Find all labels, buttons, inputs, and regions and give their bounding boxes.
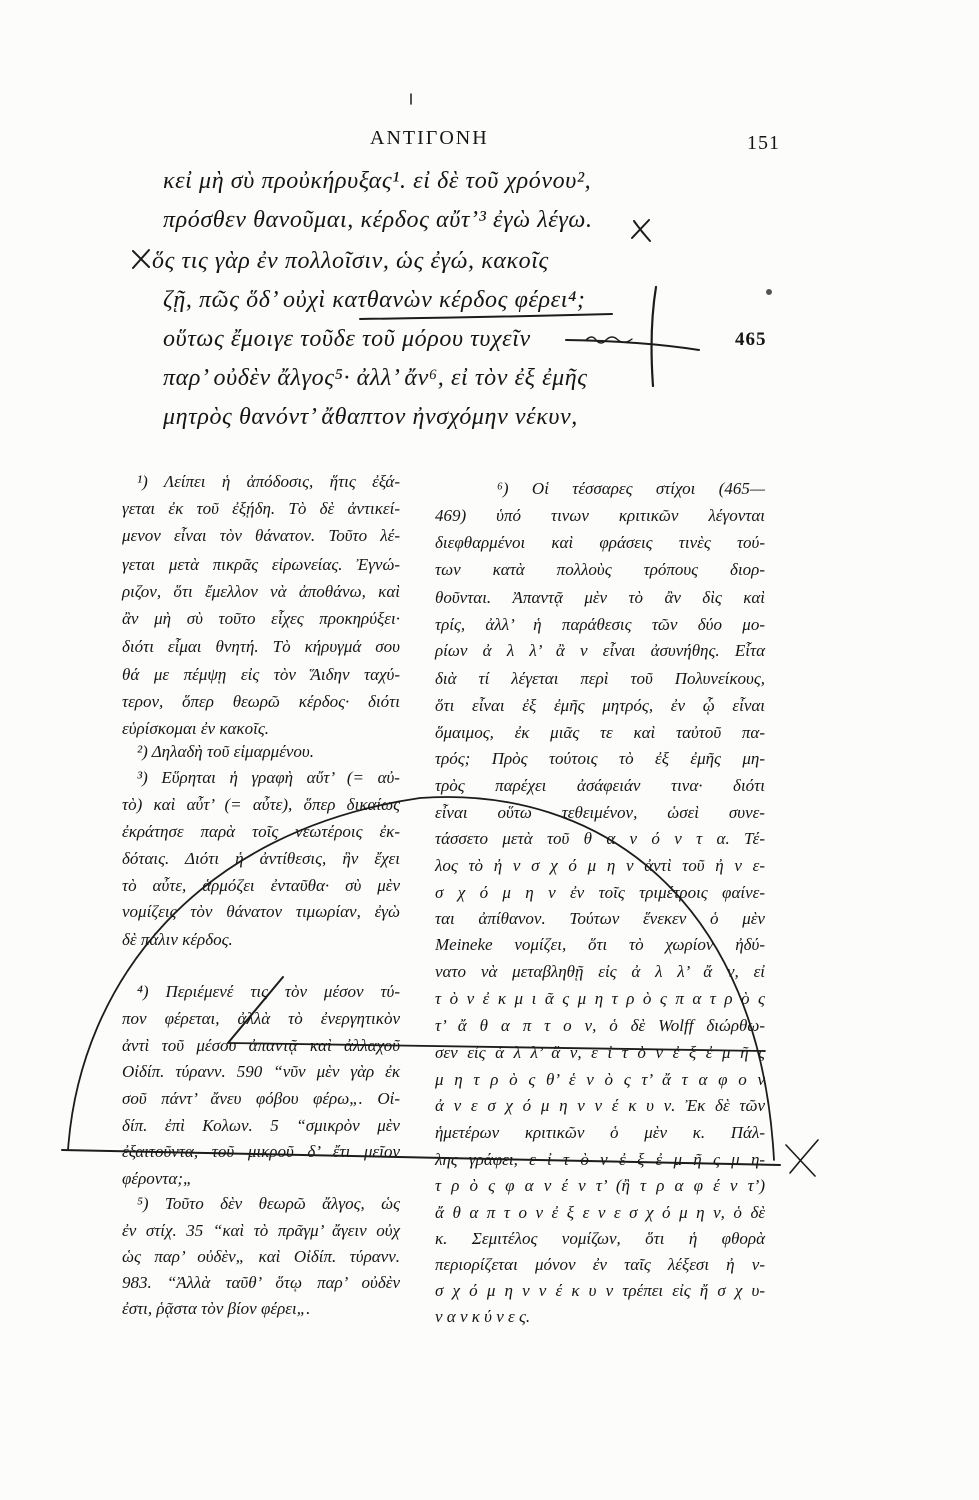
footnote-line: διὰ τί λέγεται περὶ τοῦ Πολυνείκους, xyxy=(435,669,766,688)
footnote-line: ται ἀπίθανον. Τούτων ἕνεκεν ὁ μὲν xyxy=(435,909,765,928)
footnote-line: ρίων ἀ λ λ’ ἂ ν εἶναι ἀσυνήθης. Εἶτα xyxy=(435,641,765,660)
footnote-line: εἶναι οὕτω τεθειμένον, ὡσεὶ συνε- xyxy=(435,803,765,822)
footnote-line: ⁵) Τοῦτο δὲν θεωρῶ ἄλγος, ὡς xyxy=(137,1194,401,1213)
footnote-line: ἐκράτησε παρὰ τοῖς νεωτέροις ἐκ- xyxy=(122,822,400,841)
footnote-line: δίπ. ἐπὶ Κολων. 5 “σμικρὸν μὲν xyxy=(122,1116,400,1135)
footnote-line: εὑρίσκομαι ἐν κακοῖς. xyxy=(122,719,269,738)
footnote-line: ²) Δηλαδὴ τοῦ εἱμαρμένου. xyxy=(137,742,314,761)
ink-dot xyxy=(766,289,772,295)
footnote-line: δὲ πάλιν κέρδος. xyxy=(122,930,233,949)
footnote-line: σ χ ό μ η ν ἐν τοῖς τριμέτροις φαίνε- xyxy=(435,883,765,902)
ink-underline xyxy=(360,314,612,319)
footnote-line: κ. Σεμιτέλος νομίζων, ὅτι ἡ φθορὰ xyxy=(435,1229,766,1248)
footnote-line: ἄ θ α π τ ο ν ἐ ξ ε ν ε σ χ ό μ η ν, ὁ δὲ xyxy=(435,1203,766,1222)
footnote-line: τ ρ ὸ ς φ α ν έ ν τ’ (ἢ τ ρ α φ έ ν τ’) xyxy=(435,1176,765,1195)
verse-line-number: 465 xyxy=(735,329,767,350)
footnote-line: ὡς παρ’ οὐδὲν„ καὶ Οἰδίπ. τύρανν. xyxy=(122,1247,400,1266)
footnote-line: φέροντα;„ xyxy=(122,1169,193,1188)
footnote-line: λης γράφει, ε ἰ τ ὸ ν ἐ ξ ἐ μ ῆ ς μ η- xyxy=(435,1150,766,1169)
footnote-line: τερον, ὅπερ θεωρῶ κέρδος· διότι xyxy=(122,692,400,711)
footnote-line: ⁴) Περιέμενέ τις τὸν μέσον τύ- xyxy=(137,982,400,1001)
footnote-line: ν α ν κ ύ ν ε ς. xyxy=(435,1307,531,1326)
verse-line: κεἰ μὴ σὺ προὐκήρυξας¹. εἰ δὲ τοῦ χρόνου², xyxy=(163,168,592,194)
footnote-line: νομίζεις τὸν θάνατον τιμωρίαν, ἐγὼ xyxy=(122,902,401,921)
footnote-line: ἐξαιτοῦντα, τοῦ μικροῦ δ’ ἔτι μεῖον xyxy=(122,1142,401,1161)
footnote-line: γεται ἐκ τοῦ ἐξῄδη. Τὸ δὲ ἀντικεί- xyxy=(122,499,401,518)
footnote-line: ἡμετέρων κριτικῶν ὁ μὲν κ. Πάλ- xyxy=(435,1123,765,1142)
verse-line: οὕτως ἔμοιγε τοῦδε τοῦ μόρου τυχεῖν xyxy=(163,326,531,352)
footnote-line: σεν εἰς ἀ λ λ’ ἄ ν, ε ἰ τ ὸ ν ἐ ξ ἐ μ ῆ ς xyxy=(435,1043,766,1062)
verse-line: ὅς τις γὰρ ἐν πολλοῖσιν, ὡς ἐγώ, κακοῖς xyxy=(152,248,549,274)
footnote-line: νατο νὰ μεταβληθῇ εἰς ἀ λ λ’ ἄ ν, εἰ xyxy=(435,962,765,981)
footnote-line: τὸ αὖτε, ἁρμόζει ἐνταῦθα· σὺ μὲν xyxy=(122,876,401,895)
footnote-line: ¹) Λείπει ἡ ἀπόδοσις, ἥτις ἐξά- xyxy=(137,472,400,491)
footnote-line: ἂν μὴ σὺ τοῦτο εἶχες προκηρύξει· xyxy=(122,609,400,628)
footnote-line: Meineke νομίζει, ὅτι τὸ χωρίον ἠδύ- xyxy=(435,935,766,954)
ink-cross-mark xyxy=(133,250,149,268)
footnote-line: δόταις. Διότι ἡ ἀντίθεσις, ἣν ἔχει xyxy=(122,849,400,868)
footnote-line: γεται μετὰ πικρᾶς εἰρωνείας. Ἐγνώ- xyxy=(122,555,400,574)
footnote-line: τ’ ἄ θ α π τ ο ν, ὁ δὲ Wolff διώρθω- xyxy=(435,1016,765,1035)
footnote-line: πον φέρεται, ἀλλὰ τὸ ἐνεργητικὸν xyxy=(122,1009,400,1028)
running-head-title: ΑΝΤΙΓΟΝΗ xyxy=(370,127,489,149)
footnote-line: λος τὸ ἠ ν σ χ ό μ η ν ἀντὶ τοῦ ἠ ν ε- xyxy=(435,856,766,875)
footnote-line: ³) Εὕρηται ἡ γραφὴ αὔτ’ (= αὐ- xyxy=(137,768,400,787)
footnote-line: των κατὰ πολλοὺς τρόπους διορ- xyxy=(435,560,765,579)
verse-line: μητρὸς θανόντ’ ἄθαπτον ἠνσχόμην νέκυν, xyxy=(163,404,578,430)
footnote-line: ὅτι εἶναι ἐξ ἐμῆς μητρός, ἐν ᾧ εἶναι xyxy=(435,696,766,715)
footnote-line: διότι εἶμαι θνητή. Τὸ κήρυγμά σου xyxy=(122,637,400,656)
footnote-line: Οἰδίπ. τύρανν. 590 “νῦν μὲν γὰρ ἐκ xyxy=(122,1062,401,1081)
verse-line: ζῇ, πῶς ὅδ’ οὐχὶ κατθανὼν κέρδος φέρει⁴; xyxy=(163,287,586,313)
ink-margin-cross xyxy=(786,1140,818,1176)
footnote-line: σοῦ πάντ’ ἄνευ φόβου φέρω„. Οἰ- xyxy=(122,1089,401,1108)
pencil-scribble xyxy=(586,337,632,343)
verse-line: παρ’ οὐδὲν ἄλγος⁵· ἀλλ’ ἄν⁶, εἰ τὸν ἐξ ἐμῆς xyxy=(163,365,588,391)
ink-crossing-stroke xyxy=(566,340,699,350)
verse-line: πρόσθεν θανοῦμαι, κέρδος αὔτ’³ ἐγὼ λέγω. xyxy=(163,207,593,233)
footnote-line: θά με πέμψῃ εἰς τὸν Ἅιδην ταχύ- xyxy=(122,665,400,684)
footnote-line: ὅμαιμος, ἐκ μιᾶς τε καὶ ταὐτοῦ πα- xyxy=(435,723,766,742)
footnote-line: τὸ) καὶ αὖτ’ (= αὖτε), ὅπερ δικαίως xyxy=(122,795,401,814)
page-number: 151 xyxy=(747,132,780,154)
footnote-line: μενον εἶναι τὸν θάνατον. Τοῦτο λέ- xyxy=(122,526,401,545)
footnote-line: 983. “Ἀλλὰ ταῦθ’ ὅτῳ παρ’ οὐδὲν xyxy=(122,1273,400,1292)
ink-cross-mark xyxy=(632,220,650,241)
footnote-line: τάσσετο μετὰ τοῦ θ α ν ό ν τ α. Τέ- xyxy=(435,829,766,848)
footnote-line: ἐν στίχ. 35 “καὶ τὸ πρᾶγμ’ ἄγειν οὐχ xyxy=(122,1221,400,1240)
footnote-line: σ χ ό μ η ν ν έ κ υ ν τρέπει εἰς ἤ σ χ υ- xyxy=(435,1281,765,1300)
footnote-line: 469) ὑπό τινων κριτικῶν λέγονται xyxy=(435,506,765,525)
footnote-line: περιορίζεται μόνον ἐν ταῖς λέξεσι ἠ ν- xyxy=(435,1255,765,1274)
footnote-line: ⁶) Οἱ τέσσαρες στίχοι (465— xyxy=(497,479,765,498)
footnote-line: ριζον, ὅτι ἔμελλον νὰ ἀποθάνω, καὶ xyxy=(122,582,400,601)
footnote-line: ἀ ν ε σ χ ό μ η ν ν έ κ υ ν. Ἐκ δὲ τῶν xyxy=(435,1096,766,1115)
footnote-line: τ ὸ ν ἐ κ μ ι ᾶ ς μ η τ ρ ὸ ς π α τ ρ ὸ ς xyxy=(435,989,765,1008)
footnote-line: τρός; Πρὸς τούτοις τὸ ἐξ ἐμῆς μη- xyxy=(435,749,766,768)
footnote-line: διεφθαρμένοι καὶ φράσεις τινὲς τού- xyxy=(435,533,765,552)
ink-vertical-stroke xyxy=(652,287,656,386)
footnote-line: μ η τ ρ ὸ ς θ’ ἑ ν ὸ ς τ’ ἄ τ α φ ο ν xyxy=(435,1070,766,1089)
footnote-line: ἐστι, ῥᾷστα τὸν βίον φέρει„. xyxy=(122,1299,311,1318)
footnote-line: θοῦνται. Ἀπαντᾷ μὲν τὸ ἂν δὶς καὶ xyxy=(435,588,765,607)
footnote-line: ἀντὶ τοῦ μέσου ἀπαντᾷ καὶ ἀλλαχοῦ xyxy=(122,1036,401,1055)
footnote-line: τρίς, ἀλλ’ ἡ παράθεσις τῶν δύο μο- xyxy=(435,615,766,634)
footnote-line: τρὸς παρέχει ἀσάφειάν τινα· διότι xyxy=(435,776,765,795)
